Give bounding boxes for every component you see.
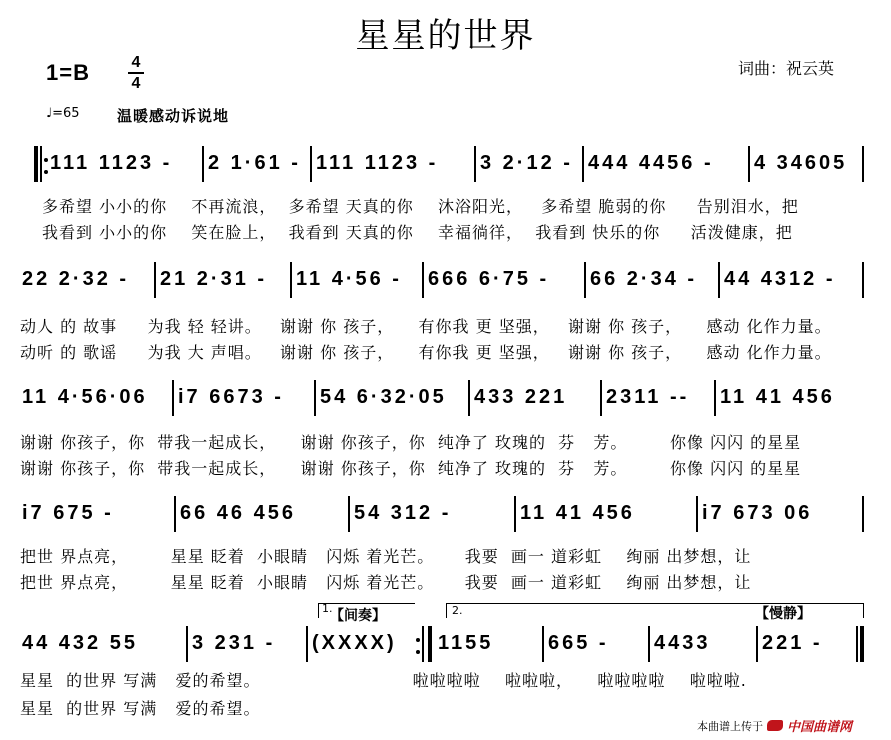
lyrics-verse-2: 谢谢 你孩子，你 带我一起成长， 谢谢 你孩子，你 纯净了 玫瑰的 芬 芳。 你像 闪闪 的星星: [20, 459, 802, 478]
lyrics-verse-1: 谢谢 你孩子，你 带我一起成长， 谢谢 你孩子，你 纯净了 玫瑰的 芬 芳。 你像 闪闪 的星星: [20, 433, 802, 452]
staff-line: i7 675 - 66 46 456 54 312 - 11 41 456 i7 673 06: [34, 496, 865, 534]
staff-line: 11 4·56·06 i7 6673 - 54 6·32·05 433 221 2311 -- 11 41 456: [34, 380, 865, 418]
lyrics-verse-1: 多希望 小小的你 不再流浪， 多希望 天真的你 沐浴阳光， 多希望 脆弱的你 告别泪水，把: [42, 197, 799, 216]
key-signature: 1=B: [46, 60, 90, 85]
lyrics-verse-1: 把世 界点亮， 星星 眨着 小眼睛 闪烁 着光芒。 我要 画一 道彩虹 绚丽 出梦想，让: [20, 547, 752, 566]
staff-line: 44 432 55 3 231 - (XXXX) 1155 665 - 4433 221 -: [34, 626, 865, 664]
expression-mark: 温暖感动诉说地: [117, 107, 230, 125]
interlude-tag: 【间奏】: [330, 608, 386, 624]
repeat-start-barline: [34, 146, 38, 182]
time-signature-bottom: 4: [131, 75, 141, 92]
composer-credit: 词曲：祝云英: [738, 59, 835, 78]
volta-1: 1.: [318, 603, 415, 618]
volta-2: 2.: [446, 603, 864, 618]
lyrics-verse-2: 我看到 小小的你 笑在脸上， 我看到 天真的你 幸福徜徉， 我看到 快乐的你 活泼健康，把: [42, 223, 793, 242]
repeat-end-barline: [428, 626, 432, 662]
site-footer: [697, 716, 852, 735]
lyrics-verse-1: 动人 的 故事 为我 轻 轻讲。 谢谢 你 孩子， 有你我 更 坚强， 谢谢 你 孩子， 感动 化作力量。: [20, 317, 832, 336]
staff-line: 111 1123 - 2 1·61 - 111 1123 - 3 2·12 - 444 4456 - 4 34605: [34, 146, 865, 184]
time-signature-top: 4: [131, 54, 141, 71]
tempo-mark: ♩=65: [46, 106, 80, 121]
staff-line: 22 2·32 - 21 2·31 - 11 4·56 - 666 6·75 - 66 2·34 - 44 4312 -: [34, 262, 865, 300]
lyrics-verse-2: 把世 界点亮， 星星 眨着 小眼睛 闪烁 着光芒。 我要 画一 道彩虹 绚丽 出梦想，让: [20, 573, 752, 592]
time-signature: [128, 54, 144, 92]
final-barline: [860, 626, 864, 662]
song-title: 星星的世界: [355, 16, 536, 56]
lyrics-verse-2: 星星 的世界 写满 爱的希望。: [20, 699, 261, 718]
upload-note: 本曲谱上传于: [697, 719, 763, 733]
tempo-change-tag: 【慢静】: [755, 606, 811, 622]
lyrics-verse-2: 动听 的 歌谣 为我 大 声唱。 谢谢 你 孩子， 有你我 更 坚强， 谢谢 你 孩子， 感动 化作力量。: [20, 343, 832, 362]
site-name[interactable]: 中国曲谱网: [787, 720, 853, 735]
lyrics-verse-1: 星星 的世界 写满 爱的希望。 啦啦啦啦 啦啦啦， 啦啦啦啦 啦啦啦.: [20, 671, 747, 690]
site-logo-icon: [767, 720, 783, 731]
